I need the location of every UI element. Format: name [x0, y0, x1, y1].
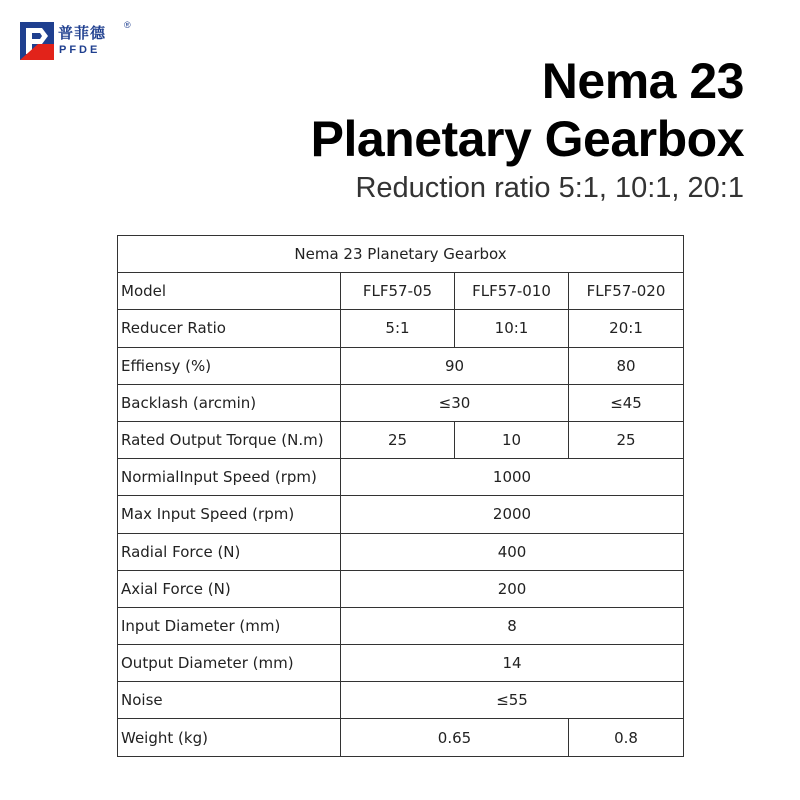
- table-row: [118, 570, 684, 607]
- table-row: [118, 719, 684, 756]
- row-label: Model: [118, 273, 341, 310]
- cell-value: 80: [569, 347, 684, 384]
- cell-value: 14: [341, 645, 684, 682]
- table-caption: Nema 23 Planetary Gearbox: [118, 236, 684, 273]
- cell-value: 2000: [341, 496, 684, 533]
- cell-value: FLF57-020: [569, 273, 684, 310]
- cell-value: FLF57-05: [341, 273, 455, 310]
- brand-name-en: PFDE: [59, 44, 101, 56]
- row-label: Radial Force (N): [118, 533, 341, 570]
- table-caption-row: [118, 236, 684, 273]
- cell-value: ≤45: [569, 384, 684, 421]
- table-row: [118, 533, 684, 570]
- cell-value: 5:1: [341, 310, 455, 347]
- registered-mark: ®: [124, 20, 131, 30]
- row-label: NormialInput Speed (rpm): [118, 459, 341, 496]
- title-line-1: Nema 23: [541, 53, 744, 109]
- row-label: Noise: [118, 682, 341, 719]
- brand-name-cn: 普菲德: [58, 24, 107, 42]
- row-label: Output Diameter (mm): [118, 645, 341, 682]
- row-label: Rated Output Torque (N.m): [118, 421, 341, 458]
- row-label: Max Input Speed (rpm): [118, 496, 341, 533]
- row-label: Axial Force (N): [118, 570, 341, 607]
- table-row: [118, 421, 684, 458]
- cell-value: 90: [341, 347, 569, 384]
- table-row: [118, 310, 684, 347]
- page-title: [311, 52, 744, 168]
- cell-value: 0.65: [341, 719, 569, 756]
- spec-table: [117, 235, 684, 757]
- cell-value: 400: [341, 533, 684, 570]
- cell-value: 8: [341, 607, 684, 644]
- row-label: Input Diameter (mm): [118, 607, 341, 644]
- table-row: [118, 645, 684, 682]
- cell-value: 0.8: [569, 719, 684, 756]
- table-row: [118, 347, 684, 384]
- cell-value: 25: [341, 421, 455, 458]
- cell-value: 1000: [341, 459, 684, 496]
- pfde-logo-icon: [20, 22, 54, 60]
- cell-value: ≤55: [341, 682, 684, 719]
- row-label: Effiensy (%): [118, 347, 341, 384]
- brand-logo: [20, 20, 140, 64]
- table-row: [118, 384, 684, 421]
- table-row: [118, 496, 684, 533]
- row-label: Weight (kg): [118, 719, 341, 756]
- page-subtitle: Reduction ratio 5:1, 10:1, 20:1: [355, 172, 744, 204]
- table-row: [118, 459, 684, 496]
- cell-value: 10: [455, 421, 569, 458]
- table-row: [118, 682, 684, 719]
- cell-value: 25: [569, 421, 684, 458]
- table-row: [118, 607, 684, 644]
- row-label: Reducer Ratio: [118, 310, 341, 347]
- table-row: [118, 273, 684, 310]
- title-line-2: Planetary Gearbox: [310, 111, 744, 167]
- cell-value: 10:1: [455, 310, 569, 347]
- cell-value: ≤30: [341, 384, 569, 421]
- cell-value: FLF57-010: [455, 273, 569, 310]
- cell-value: 200: [341, 570, 684, 607]
- row-label: Backlash (arcmin): [118, 384, 341, 421]
- cell-value: 20:1: [569, 310, 684, 347]
